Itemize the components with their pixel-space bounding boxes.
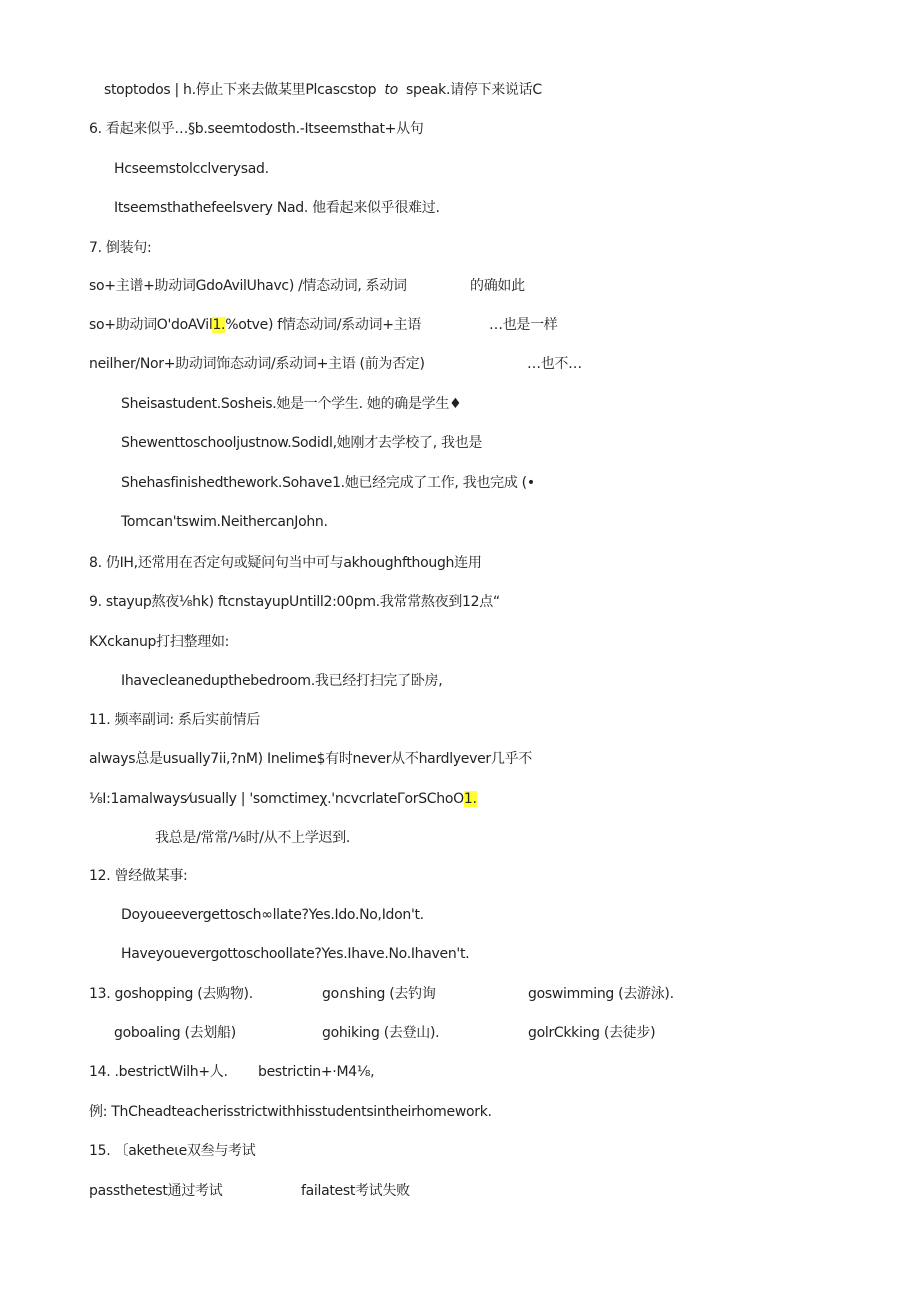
example-sentence: Haveyouevergottoschoollate?Yes.Ihave.No.Ihaven't. bbox=[121, 946, 470, 962]
text-span: goswimming (去游泳). bbox=[528, 986, 674, 1002]
text-span: %otve) f情态动词/系动词+主语 bbox=[225, 317, 422, 333]
phrase-line bbox=[114, 1023, 656, 1043]
example-sentence: Tomcan'tswim.NeithercanJohn. bbox=[121, 514, 328, 530]
item-14 bbox=[89, 1062, 375, 1082]
text-span: golrCkking (去徒步) bbox=[528, 1025, 656, 1041]
text-span: …也不… bbox=[527, 356, 582, 372]
rule-line bbox=[89, 276, 525, 296]
rule-line: always总是usually7ii,?nM) Inelime$有时never从不hardlyever几乎不 bbox=[89, 751, 532, 767]
text-span: passthetest通过考试 bbox=[89, 1183, 223, 1199]
text-span: neilher/Nor+助动词饰态动词/系动词+主语 (前为否定) bbox=[89, 356, 425, 372]
text-span: failatest考试失败 bbox=[301, 1183, 410, 1199]
text-span: so+助动词O'doAVil bbox=[89, 317, 213, 333]
example-sentence: 例: ThCheadteacherisstrictwithhisstudentsintheirhomework. bbox=[89, 1104, 492, 1120]
item-7: 7. 倒装句: bbox=[89, 240, 152, 256]
item-15: 15. 〔aketheιe双叁与考试 bbox=[89, 1143, 256, 1159]
highlight-mark: 1. bbox=[212, 317, 226, 333]
text-span: 13. goshopping (去购物). bbox=[89, 986, 253, 1002]
example-sentence: Shehasfinishedthework.Sohave1.她已经完成了工作, 我也完成 (• bbox=[121, 475, 535, 491]
item-11: 11. 频率副词: 系后实前情后 bbox=[89, 712, 261, 728]
item-12: 12. 曾经做某事: bbox=[89, 868, 188, 884]
example-sentence: Itseemsthathefeelsvery Nad. 他看起来似乎很难过. bbox=[114, 200, 440, 216]
text-span: ⅛I:1amalways⁄usually | 'somctimeχ.'ncvcrlateΓorSChoO bbox=[89, 791, 464, 807]
text-span-italic: to bbox=[384, 82, 398, 98]
text-span: so+主谱+助动词GdoAvilUhavc) /情态动词, 系动词 bbox=[89, 278, 407, 294]
example-sentence: Doyoueevergettosch∞llate?Yes.Ido.No,Idon't. bbox=[121, 907, 424, 923]
text-span: bestrictin+·M4⅛, bbox=[258, 1064, 375, 1080]
item-13 bbox=[89, 984, 674, 1004]
text-span: …也是一样 bbox=[489, 317, 558, 333]
example-sentence: Ihavecleanedupthebedroom.我已经打扫完了卧房, bbox=[121, 673, 443, 689]
text-span: stoptodos | h.停止下来去做某里Plcascstop bbox=[104, 82, 377, 98]
item-6: 6. 看起来似乎…§b.seemtodosth.-Itseemsthat+从句 bbox=[89, 121, 424, 137]
text-span: go∩shing (去钓询 bbox=[322, 986, 436, 1002]
translation-line: 我总是/常常/⅛时/从不上学迟到. bbox=[155, 830, 351, 846]
rule-line bbox=[89, 354, 582, 374]
text-span: gohiking (去登山). bbox=[322, 1025, 440, 1041]
text-line bbox=[104, 80, 542, 100]
phrase-line bbox=[89, 1181, 410, 1201]
item-8: 8. 仍IH,还常用在否定句或疑问句当中可与akhoughfthough连用 bbox=[89, 555, 482, 571]
item-10: KXckanup打扫整理如: bbox=[89, 634, 230, 650]
text-span: 14. .bestrictWilh+人. bbox=[89, 1064, 228, 1080]
example-sentence: Sheisastudent.Sosheis.她是一个学生. 她的确是学生♦ bbox=[121, 396, 462, 412]
example-sentence bbox=[89, 789, 477, 809]
text-span: goboaling (去划船) bbox=[114, 1025, 236, 1041]
example-sentence: Hcseemstolcclverysad. bbox=[114, 161, 269, 177]
example-sentence: Shewenttoschooljustnow.Sodidl,她刚才去学校了, 我也是 bbox=[121, 435, 483, 451]
rule-line bbox=[89, 315, 558, 335]
text-span: speak.请停下来说话C bbox=[406, 82, 542, 98]
text-span: 的确如此 bbox=[470, 278, 525, 294]
item-9: 9. stayup熬夜⅛hk) ftcnstayupUntill2:00pm.我常常熬夜到12点“ bbox=[89, 594, 500, 610]
highlight-mark: 1. bbox=[463, 791, 477, 807]
